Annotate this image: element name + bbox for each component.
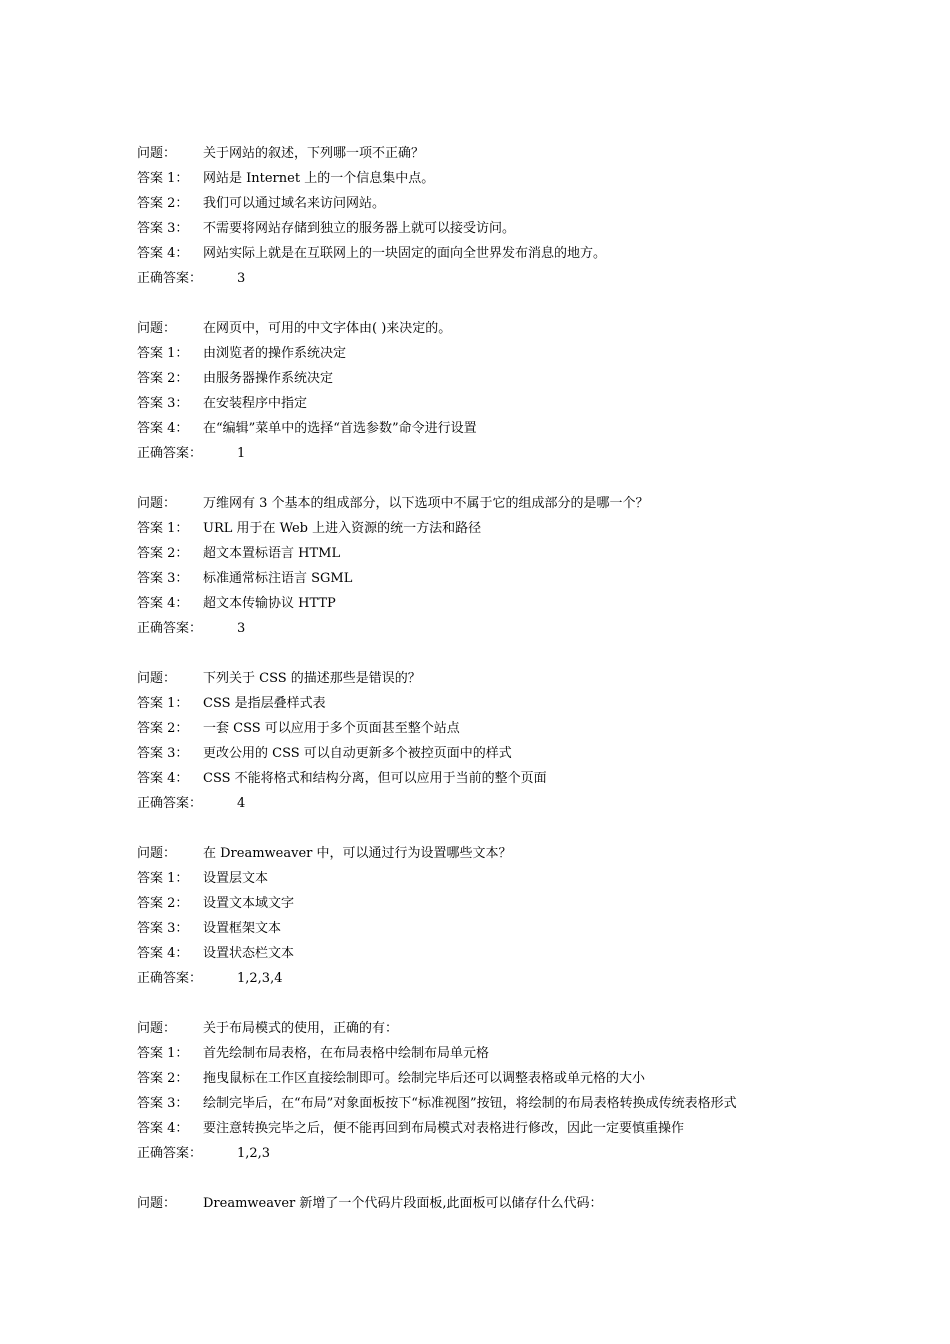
answer-label: 答案 4： [137,596,189,611]
question-block [137,491,837,641]
correct-answer-label: 正确答案： [137,971,203,986]
answer-text: 网站实际上就是在互联网上的一块固定的面向全世界发布消息的地方。 [203,246,607,261]
answer-text: 标准通常标注语言 SGML [203,571,353,586]
answer-label: 答案 1： [137,521,189,536]
answer-text: 我们可以通过域名来访问网站。 [203,196,386,211]
correct-answer-row [137,966,837,991]
answer-label: 答案 3： [137,571,189,586]
correct-answer-label: 正确答案： [137,621,203,636]
answer-row [137,766,837,791]
question-text: 关于布局模式的使用，正确的有： [203,1021,399,1036]
answer-label: 答案 1： [137,1046,189,1061]
answer-row [137,341,837,366]
question-text: 在 Dreamweaver 中，可以通过行为设置哪些文本？ [203,846,512,861]
answer-row [137,191,837,216]
answer-label: 答案 2： [137,721,189,736]
correct-answer-row [137,791,837,816]
answer-label: 答案 2： [137,896,189,911]
answer-label: 答案 3： [137,1096,189,1111]
answer-text: 拖曳鼠标在工作区直接绘制即可。绘制完毕后还可以调整表格或单元格的大小 [203,1071,646,1086]
question-label: 问题： [137,671,177,686]
correct-answer-label: 正确答案： [137,1146,203,1161]
answer-text: 不需要将网站存储到独立的服务器上就可以接受访问。 [203,221,516,236]
question-text: 在网页中，可用的中文字体由( )来决定的。 [203,321,452,336]
correct-answer-label: 正确答案： [137,271,203,286]
answer-row [137,1116,837,1141]
answer-text: CSS 不能将格式和结构分离，但可以应用于当前的整个页面 [203,771,547,786]
answer-text: 由服务器操作系统决定 [203,371,334,386]
question-block [137,1016,837,1166]
answer-row [137,216,837,241]
answer-text: 设置状态栏文本 [203,946,295,961]
correct-answer-row [137,266,837,291]
answer-row [137,566,837,591]
answer-row [137,416,837,441]
answer-label: 答案 2： [137,546,189,561]
correct-answer-value: 3 [237,271,246,286]
answer-text: 网站是 Internet 上的一个信息集中点。 [203,171,435,186]
correct-answer-row [137,441,837,466]
answer-text: 设置框架文本 [203,921,282,936]
answer-label: 答案 1： [137,346,189,361]
answer-label: 答案 2： [137,371,189,386]
question-row [137,316,837,341]
question-block [137,841,837,991]
answer-row [137,1091,837,1116]
answer-row [137,941,837,966]
answer-label: 答案 4： [137,1121,189,1136]
answer-label: 答案 3： [137,396,189,411]
question-row [137,1016,837,1041]
question-row [137,1191,837,1216]
correct-answer-row [137,616,837,641]
answer-label: 答案 1： [137,696,189,711]
question-label: 问题： [137,1196,177,1211]
answer-row [137,541,837,566]
answer-row [137,366,837,391]
answer-label: 答案 3： [137,221,189,236]
answer-row [137,866,837,891]
question-block [137,141,837,291]
answer-text: 设置层文本 [203,871,269,886]
answer-text: 绘制完毕后，在“布局”对象面板按下“标准视图”按钮，将绘制的布局表格转换成传统表格形式 [203,1096,737,1111]
answer-text: 在安装程序中指定 [203,396,308,411]
answer-text: 一套 CSS 可以应用于多个页面甚至整个站点 [203,721,460,736]
answer-text: 首先绘制布局表格，在布局表格中绘制布局单元格 [203,1046,490,1061]
answer-text: 要注意转换完毕之后，便不能再回到布局模式对表格进行修改，因此一定要慎重操作 [203,1121,685,1136]
answer-text: 由浏览者的操作系统决定 [203,346,347,361]
question-text: 万维网有 3 个基本的组成部分，以下选项中不属于它的组成部分的是哪一个？ [203,496,649,511]
answer-row [137,591,837,616]
answer-text: 设置文本域文字 [203,896,295,911]
question-text: 下列关于 CSS 的描述那些是错误的？ [203,671,421,686]
answer-row [137,1041,837,1066]
answer-row [137,691,837,716]
correct-answer-value: 4 [237,796,246,811]
question-text: 关于网站的叙述，下列哪一项不正确？ [203,146,425,161]
answer-label: 答案 2： [137,1071,189,1086]
answer-label: 答案 4： [137,771,189,786]
correct-answer-value: 1 [237,446,246,461]
question-row [137,491,837,516]
question-row [137,666,837,691]
question-label: 问题： [137,321,177,336]
answer-row [137,916,837,941]
question-row [137,141,837,166]
question-label: 问题： [137,146,177,161]
answer-row [137,166,837,191]
question-label: 问题： [137,846,177,861]
answer-row [137,516,837,541]
answer-text: CSS 是指层叠样式表 [203,696,326,711]
answer-row [137,891,837,916]
question-block [137,666,837,816]
question-label: 问题： [137,496,177,511]
answer-row [137,1066,837,1091]
answer-text: URL 用于在 Web 上进入资源的统一方法和路径 [203,521,482,536]
answer-row [137,391,837,416]
answer-text: 超文本置标语言 HTML [203,546,341,561]
correct-answer-value: 1,2,3,4 [237,971,283,986]
answer-label: 答案 1： [137,171,189,186]
question-text: Dreamweaver 新增了一个代码片段面板,此面板可以储存什么代码： [203,1196,603,1211]
correct-answer-row [137,1141,837,1166]
correct-answer-label: 正确答案： [137,446,203,461]
document-page [137,141,837,1241]
answer-text: 更改公用的 CSS 可以自动更新多个被控页面中的样式 [203,746,512,761]
answer-text: 超文本传输协议 HTTP [203,596,336,611]
answer-text: 在“编辑”菜单中的选择“首选参数”命令进行设置 [203,421,477,436]
correct-answer-value: 1,2,3 [237,1146,271,1161]
answer-row [137,241,837,266]
answer-row [137,741,837,766]
question-block [137,1191,837,1216]
answer-row [137,716,837,741]
correct-answer-label: 正确答案： [137,796,203,811]
question-row [137,841,837,866]
answer-label: 答案 1： [137,871,189,886]
answer-label: 答案 3： [137,746,189,761]
answer-label: 答案 2： [137,196,189,211]
question-label: 问题： [137,1021,177,1036]
question-block [137,316,837,466]
answer-label: 答案 4： [137,246,189,261]
answer-label: 答案 3： [137,921,189,936]
answer-label: 答案 4： [137,421,189,436]
correct-answer-value: 3 [237,621,246,636]
answer-label: 答案 4： [137,946,189,961]
